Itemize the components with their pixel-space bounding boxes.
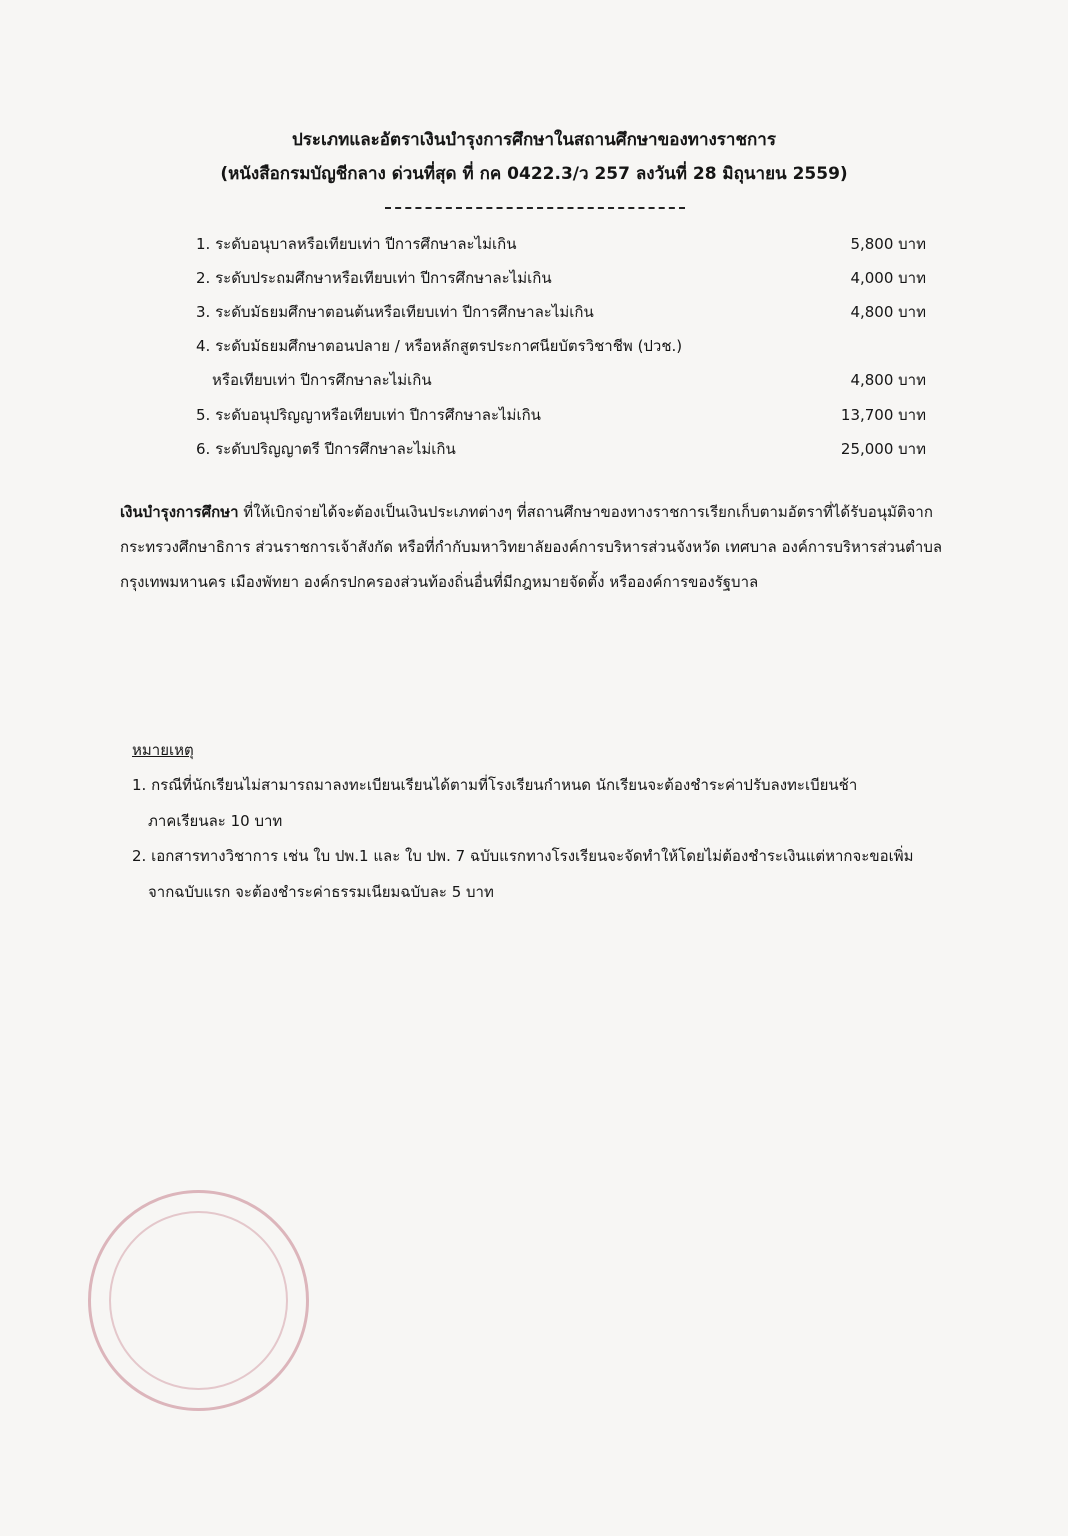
fee-amount: 4,800 บาท [850, 303, 926, 321]
fee-item [196, 300, 926, 324]
note-line: 1. กรณีที่นักเรียนไม่สามารถมาลงทะเบียนเรียนได้ตามที่โรงเรียนกำหนด นักเรียนจะต้องชำระค่าปรับลงทะเบียนช้า [132, 776, 858, 794]
note-item [132, 767, 952, 839]
fee-label: 3. ระดับมัธยมศึกษาตอนต้นหรือเทียบเท่า ปีการศึกษาละไม่เกิน [196, 303, 594, 321]
note-line: 2. เอกสารทางวิชาการ เช่น ใบ ปพ.1 และ ใบ ปพ. 7 ฉบับแรกทางโรงเรียนจะจัดทำให้โดยไม่ต้องชำระเงินแต่หากจะขอเพิ่ม [132, 847, 914, 865]
fee-label: 5. ระดับอนุปริญญาหรือเทียบเท่า ปีการศึกษาละไม่เกิน [196, 406, 541, 424]
official-seal-stamp [88, 1190, 309, 1411]
fee-amount: 5,800 บาท [850, 235, 926, 253]
fee-label: 2. ระดับประถมศึกษาหรือเทียบเท่า ปีการศึกษาละไม่เกิน [196, 269, 552, 287]
note-line: ภาคเรียนละ 10 บาท [148, 812, 283, 830]
paragraph-term: เงินบำรุงการศึกษา [120, 503, 239, 521]
fee-amount: 25,000 บาท [840, 440, 926, 458]
fee-amount: 4,000 บาท [850, 269, 926, 287]
note-line: จากฉบับแรก จะต้องชำระค่าธรรมเนียมฉบับละ 5 บาท [148, 883, 494, 901]
fee-item [196, 232, 926, 256]
fee-amount: 13,700 บาท [840, 406, 926, 424]
explanation-paragraph [120, 495, 960, 600]
fee-amount: 4,800 บาท [850, 371, 926, 389]
fee-item [196, 334, 926, 358]
fee-label: 1. ระดับอนุบาลหรือเทียบเท่า ปีการศึกษาละไม่เกิน [196, 235, 517, 253]
fee-item [196, 437, 926, 461]
divider [385, 207, 685, 209]
fee-label: 4. ระดับมัธยมศึกษาตอนปลาย / หรือหลักสูตรประกาศนียบัตรวิชาชีพ (ปวช.) [196, 337, 683, 355]
note-heading: หมายเหตุ [132, 741, 194, 759]
document-reference: (หนังสือกรมบัญชีกลาง ด่วนที่สุด ที่ กค 0422.3/ว 257 ลงวันที่ 28 มิถุนายน 2559) [220, 164, 848, 184]
paragraph-text: ที่ให้เบิกจ่ายได้จะต้องเป็นเงินประเภทต่างๆ ที่สถานศึกษาของทางราชการเรียกเก็บตามอัตราที่ได้รับอนุมัติจากกระทรวงศึกษาธิการ ส่วนราชการเจ้าสังกัด หรือที่กำกับมหาวิทยาลัยองค์การบริหารส่วนจังหวัด เทศบาล องค์การบริหารส่วนตำบล กรุงเทพมหานคร เมืองพัทยา องค์กรปกครองส่วนท้องถิ่นอื่นที่มีกฎหมายจัดตั้ง หรือองค์การของรัฐบาล [120, 503, 943, 591]
fee-item-cont [212, 368, 926, 392]
fee-item [196, 403, 926, 427]
document-title: ประเภทและอัตราเงินบำรุงการศึกษาในสถานศึกษาของทางราชการ [292, 130, 776, 150]
fee-label: 6. ระดับปริญญาตรี ปีการศึกษาละไม่เกิน [196, 440, 456, 458]
fee-item [196, 266, 926, 290]
note-item [132, 838, 952, 910]
fee-label: หรือเทียบเท่า ปีการศึกษาละไม่เกิน [212, 371, 432, 389]
